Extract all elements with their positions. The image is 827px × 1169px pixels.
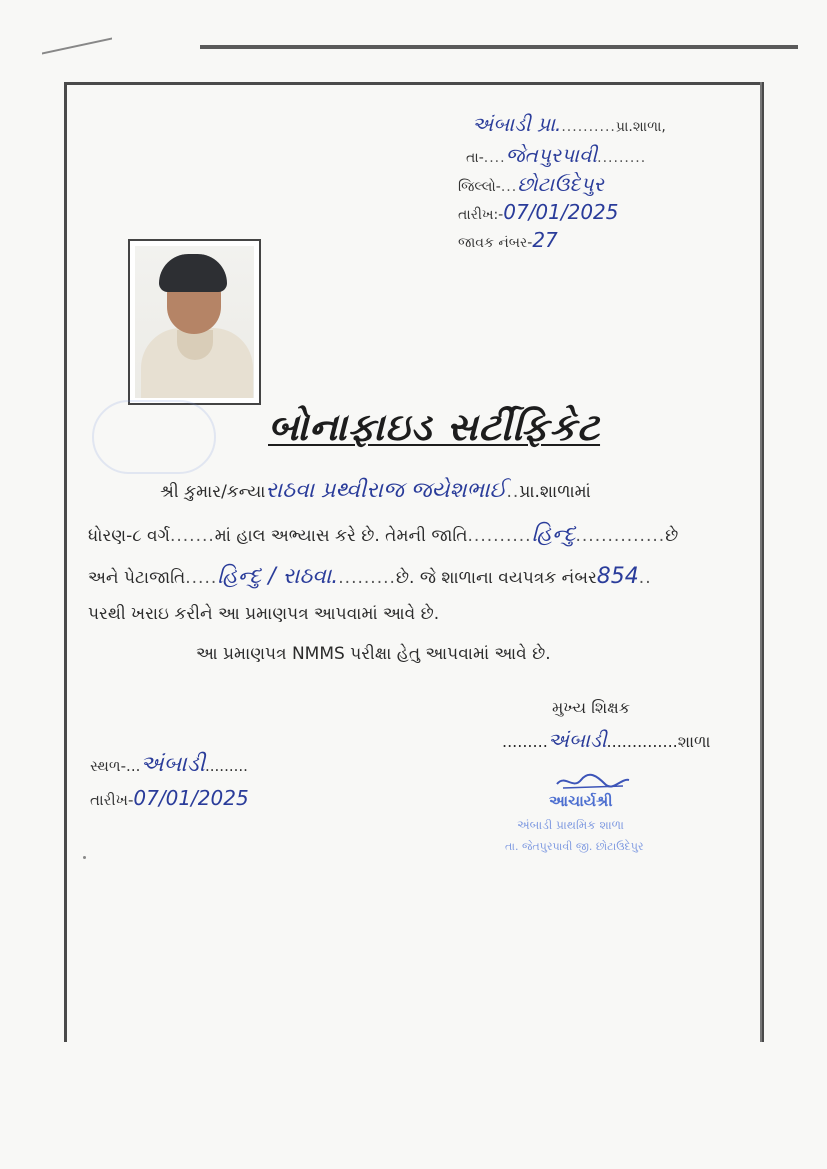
head-teacher-label: મુખ્ય શિક્ષક — [552, 698, 631, 717]
body-l2-std: ધોરણ-૮ વર્ગ — [88, 526, 170, 546]
place-date-prefix: તારીખ- — [90, 791, 134, 809]
stamp-address: તા. જેતપુરપાવી જી. છોટાઉદેપુર — [505, 840, 644, 853]
faint-stamp-watermark — [92, 400, 216, 474]
place-prefix: સ્થળ- — [90, 757, 127, 775]
body-l3-prefix: અને પેટાજાતિ — [88, 568, 186, 588]
header-district-handwritten: છોટાઉદેપુર — [517, 172, 604, 196]
dotted-fill: ......... — [597, 150, 647, 166]
body-l1-prefix: શ્રી કુમાર/કન્યા — [160, 482, 266, 502]
student-name-handwritten: રાઠવા પ્રથ્વીરાજ જયેશભાઈ — [265, 478, 507, 503]
signature-school-suffix: શાળા — [677, 732, 711, 751]
place-handwritten: અંબાડી — [140, 752, 205, 777]
stamp-school: અંબાડી પ્રાથમિક શાળા — [517, 818, 624, 832]
border-edge — [760, 82, 762, 1042]
photo-image — [135, 246, 254, 398]
body-line-1 — [160, 478, 591, 503]
body-l3-mid: છે. જે શાળાના વયપત્રક નંબર — [395, 568, 597, 588]
header-date-prefix: તારીખ:- — [458, 207, 504, 223]
header-date-handwritten: 07/01/2025 — [503, 200, 619, 224]
certificate-border — [64, 82, 764, 1042]
dotted-fill: .. — [638, 568, 652, 588]
dotted-fill: .............. — [606, 732, 678, 751]
scan-artifact — [42, 38, 112, 79]
header-district-row — [458, 172, 604, 196]
header-school-suffix: પ્રા.શાળા, — [615, 119, 666, 135]
body-line-4: પરથી ખરાઇ કરીને આ પ્રમાણપત્ર આપવામાં આવે છે. — [88, 604, 440, 624]
signature-scribble — [553, 772, 633, 792]
scan-speck — [83, 856, 86, 859]
student-photo — [128, 239, 261, 405]
dotted-fill: ..... — [185, 568, 218, 588]
dotted-fill: .............. — [575, 526, 666, 546]
header-outward-handwritten: 27 — [532, 228, 558, 252]
body-line-3 — [88, 564, 652, 589]
header-district-prefix: જિલ્લો- — [458, 179, 501, 195]
principal-stamp — [505, 772, 705, 872]
dotted-fill: ......... — [502, 732, 548, 751]
dotted-fill: ... — [500, 179, 518, 195]
dotted-fill: ......... — [205, 757, 248, 775]
subcaste-handwritten: હિન્દુ / રાઠવા. — [217, 564, 339, 589]
signature-school-handwritten: અંબાડી — [547, 728, 607, 752]
header-school-row — [472, 112, 666, 136]
body-l1-suffix: પ્રા.શાળામાં — [519, 482, 591, 502]
register-number-handwritten: 854 — [596, 564, 639, 589]
dotted-fill: ....... — [169, 526, 215, 546]
body-line-5: આ પ્રમાણપત્ર NMMS પરીક્ષા હેતુ આપવામાં આવે છે. — [196, 644, 551, 664]
dotted-fill: .. — [506, 482, 520, 502]
caste-handwritten: હિન્દુ — [531, 522, 576, 547]
header-outward-row — [458, 228, 558, 252]
stamp-title: આચાર્યશ્રી — [549, 792, 613, 810]
dotted-fill: .... — [483, 150, 506, 166]
dotted-fill: ... — [126, 757, 141, 775]
header-taluka-row — [466, 143, 646, 167]
body-l2-end: છે — [665, 526, 679, 546]
header-taluka-prefix: તા- — [466, 150, 484, 166]
header-date-row — [458, 200, 619, 224]
body-l2-mid: માં હાલ અભ્યાસ કરે છે. તેમની જાતિ — [214, 526, 468, 546]
scan-edge-line — [200, 45, 798, 49]
dotted-fill: .......... — [467, 526, 532, 546]
header-school-handwritten: અંબાડી પ્રા. — [472, 112, 562, 136]
place-row — [90, 752, 248, 777]
signature-school-row — [502, 728, 710, 752]
dotted-fill: ......... — [338, 568, 396, 588]
header-taluka-handwritten: જેતપુરપાવી — [505, 143, 598, 167]
place-date-handwritten: 07/01/2025 — [133, 786, 249, 810]
place-date-row — [90, 786, 249, 810]
certificate-title: બોનાફાઇડ સર્ટીફિકેટ — [268, 405, 601, 449]
dotted-fill: .......... — [561, 119, 616, 135]
header-outward-prefix: જાવક નંબર- — [458, 235, 533, 251]
body-line-2 — [88, 522, 678, 547]
photo-hair-shape — [159, 254, 227, 292]
